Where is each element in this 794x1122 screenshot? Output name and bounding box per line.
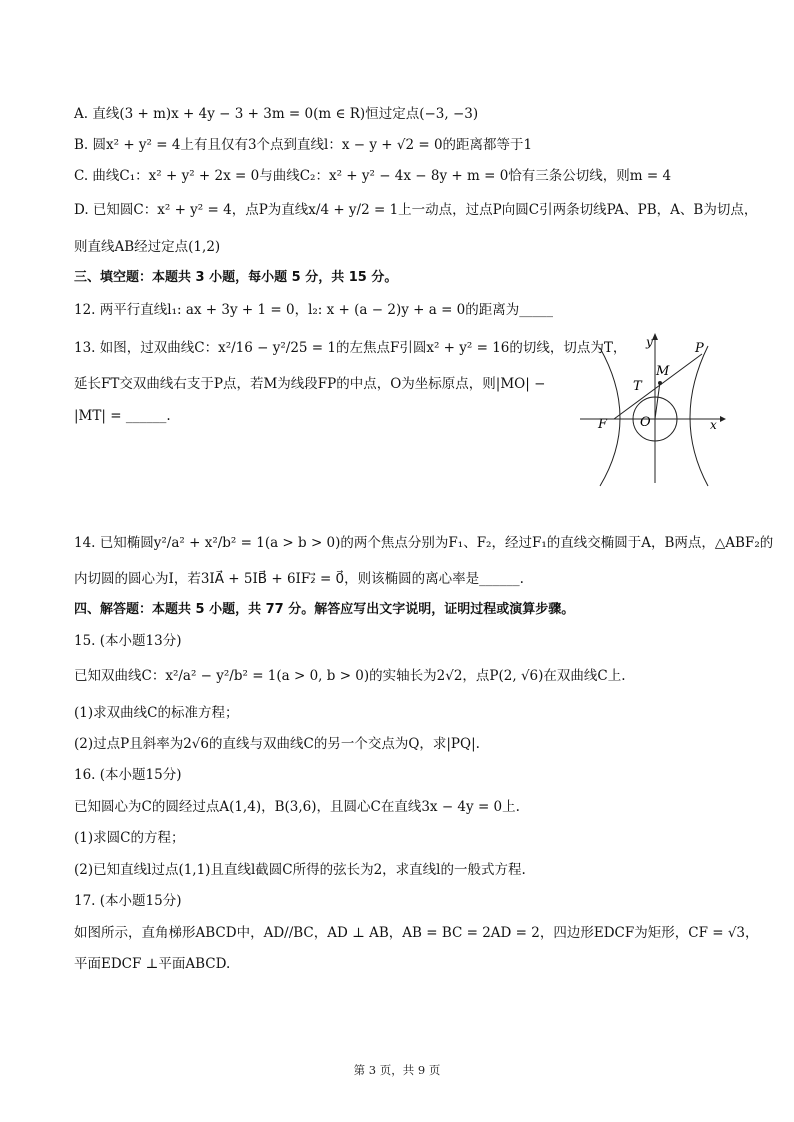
label-f: F (598, 417, 608, 432)
option-d-cont: 则直线AB经过定点(1,2) (74, 239, 221, 255)
question-17-heading: 17. (本小题15分) (74, 893, 182, 909)
question-13-line1: 13. 如图，过双曲线C：x²/16 − y²/25 = 1的左焦点F引圆x² + y² = 16的切线，切点为T， (74, 340, 627, 356)
section-3-heading: 三、填空题：本题共 3 小题，每小题 5 分，共 15 分。 (74, 270, 398, 285)
question-14-line2: 内切圆的圆心为I，若3IA⃗ + 5IB⃗ + 6IF₂⃗ = 0⃗，则该椭圆的离心率是______. (74, 571, 524, 587)
question-13-line3: |MT| = ______. (74, 408, 171, 424)
option-c: C. 曲线C₁：x² + y² + 2x = 0与曲线C₂：x² + y² − 4x − 8y + m = 0恰有三条公切线，则m = 4 (74, 168, 672, 184)
question-15-stem: 已知双曲线C：x²/a² − y²/b² = 1(a > 0, b > 0)的实轴长为2√2，点P(2, √6)在双曲线C上. (74, 668, 626, 684)
label-m: M (656, 364, 670, 379)
section-4-heading: 四、解答题：本题共 5 小题，共 77 分。解答应写出文字说明，证明过程或演算步骤。 (74, 602, 575, 617)
option-a: A. 直线(3 + m)x + 4y − 3 + 3m = 0(m ∈ R)恒过定点(−3, −3) (74, 106, 479, 122)
point-m (658, 381, 662, 385)
x-axis-arrow (720, 416, 726, 422)
label-x: x (710, 418, 717, 432)
question-14-line1: 14. 已知椭圆y²/a² + x²/b² = 1(a > b > 0)的两个焦点分别为F₁、F₂，经过F₁的直线交椭圆于A，B两点，△ABF₂的 (74, 535, 774, 551)
question-16-stem: 已知圆心为C的圆经过点A(1,4)，B(3,6)，且圆心C在直线3x − 4y = 0上. (74, 799, 520, 815)
option-d: D. 已知圆C：x² + y² = 4，点P为直线x/4 + y/2 = 1上一动点，过点P向圆C引两条切线PA、PB，A、B为切点， (74, 202, 758, 218)
label-p: P (695, 341, 704, 356)
question-12: 12. 两平行直线l₁: ax + 3y + 1 = 0，l₂: x + (a − 2)y + a = 0的距离为_____ (74, 302, 554, 318)
question-16-heading: 16. (本小题15分) (74, 767, 182, 783)
label-y: y (646, 335, 653, 349)
hyperbola-figure (578, 328, 728, 488)
hyperbola-right-branch (690, 346, 708, 486)
y-axis-arrow (652, 333, 658, 340)
question-16-part1: (1)求圆C的方程； (74, 830, 185, 846)
question-15-part1: (1)求双曲线C的标准方程； (74, 705, 239, 721)
page-footer: 第 3 页，共 9 页 (353, 1063, 441, 1077)
question-13-line2: 延长FT交双曲线右支于P点，若M为线段FP的中点，O为坐标原点，则|MO| − (74, 376, 546, 392)
label-o: O (640, 415, 651, 430)
label-t: T (633, 379, 642, 394)
question-15-part2: (2)过点P且斜率为2√6的直线与双曲线C的另一个交点为Q，求|PQ|. (74, 736, 480, 752)
question-16-part2: (2)已知直线l过点(1,1)且直线l截圆C所得的弦长为2，求直线l的一般式方程. (74, 862, 526, 878)
option-b: B. 圆x² + y² = 4上有且仅有3个点到直线l：x − y + √2 = 0的距离都等于1 (74, 137, 533, 153)
question-17-line2: 平面EDCF ⊥平面ABCD. (74, 956, 231, 972)
question-15-heading: 15. (本小题13分) (74, 633, 182, 649)
question-17-line1: 如图所示，直角梯形ABCD中，AD//BC，AD ⊥ AB，AB = BC = 2AD = 2，四边形EDCF为矩形，CF = √3， (74, 925, 759, 941)
